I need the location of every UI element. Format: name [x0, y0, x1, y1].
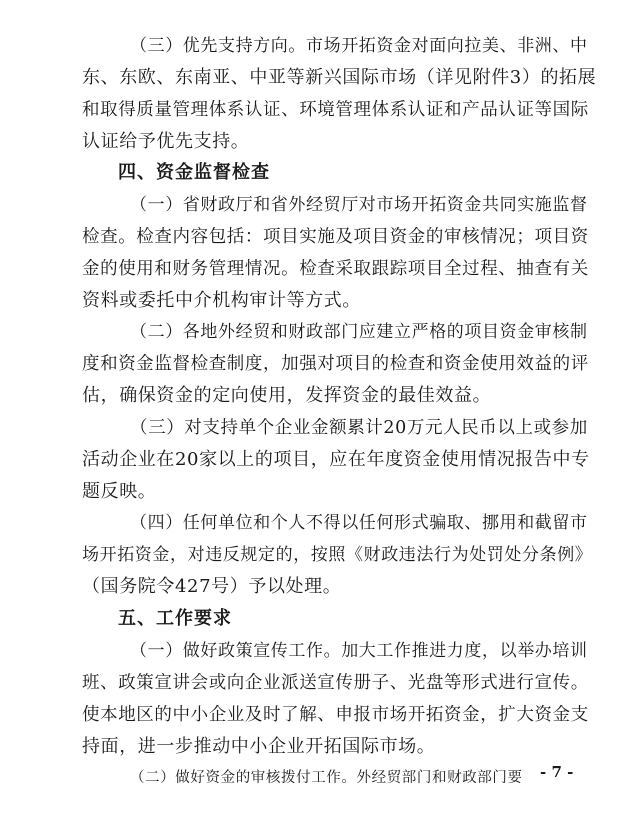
text-line: （国务院令427号）予以处理。 [82, 576, 342, 597]
text-line: （一）省财政厅和省外经贸厅对市场开拓资金共同实施监督 [130, 195, 588, 215]
text-line: （一）做好政策宣传工作。加大工作推进力度，以举办培训 [130, 641, 588, 661]
text-line: 活动企业在20家以上的项目，应在年度资金使用情况报告中专 [82, 449, 590, 470]
text-line: 估，确保资金的定向使用，发挥资金的最佳效益。 [82, 385, 492, 406]
text-line: 金的使用和财务管理情况。检查采取跟踪项目全过程、抽查有关 [82, 259, 589, 279]
text-line: （三）对支持单个企业金额累计20万元人民币以上或参加 [130, 418, 588, 438]
text-line: （二）做好资金的审核拨付工作。外经贸部门和财政部门要 [130, 770, 523, 786]
section-heading: 五、工作要求 [118, 608, 232, 629]
page-number: - 7 - [540, 763, 574, 781]
section-heading: 四、资金监督检查 [118, 162, 270, 183]
text-line: （三）优先支持方向。市场开拓资金对面向拉美、非洲、中 [130, 36, 588, 56]
text-line: 和取得质量管理体系认证、环境管理体系认证和产品认证等国际 [82, 100, 589, 120]
text-line: 认证给予优先支持。 [82, 131, 250, 152]
text-line: 题反映。 [82, 481, 157, 502]
text-line: 东、东欧、东南亚、中亚等新兴国际市场（详见附件3）的拓展 [82, 67, 597, 88]
text-line: （二）各地外经贸和财政部门应建立严格的项目资金审核制 [130, 322, 588, 342]
text-line: 班、政策宣讲会或向企业派送宣传册子、光盘等形式进行宣传。 [82, 673, 589, 693]
text-line: 持面，进一步推动中小企业开拓国际市场。 [82, 736, 436, 757]
text-line: 资料或委托中介机构审计等方式。 [82, 290, 361, 311]
text-line: （四）任何单位和个人不得以任何形式骗取、挪用和截留市 [130, 513, 588, 533]
text-line: 使本地区的中小企业及时了解、申报市场开拓资金，扩大资金支 [82, 705, 589, 725]
text-line: 场开拓资金，对违反规定的，按照《财政违法行为处罚处分条例》 [82, 545, 593, 565]
text-line: 度和资金监督检查制度，加强对项目的检查和资金使用效益的评 [82, 354, 589, 374]
text-line: 检查。检查内容包括：项目实施及项目资金的审核情况；项目资 [82, 227, 589, 247]
